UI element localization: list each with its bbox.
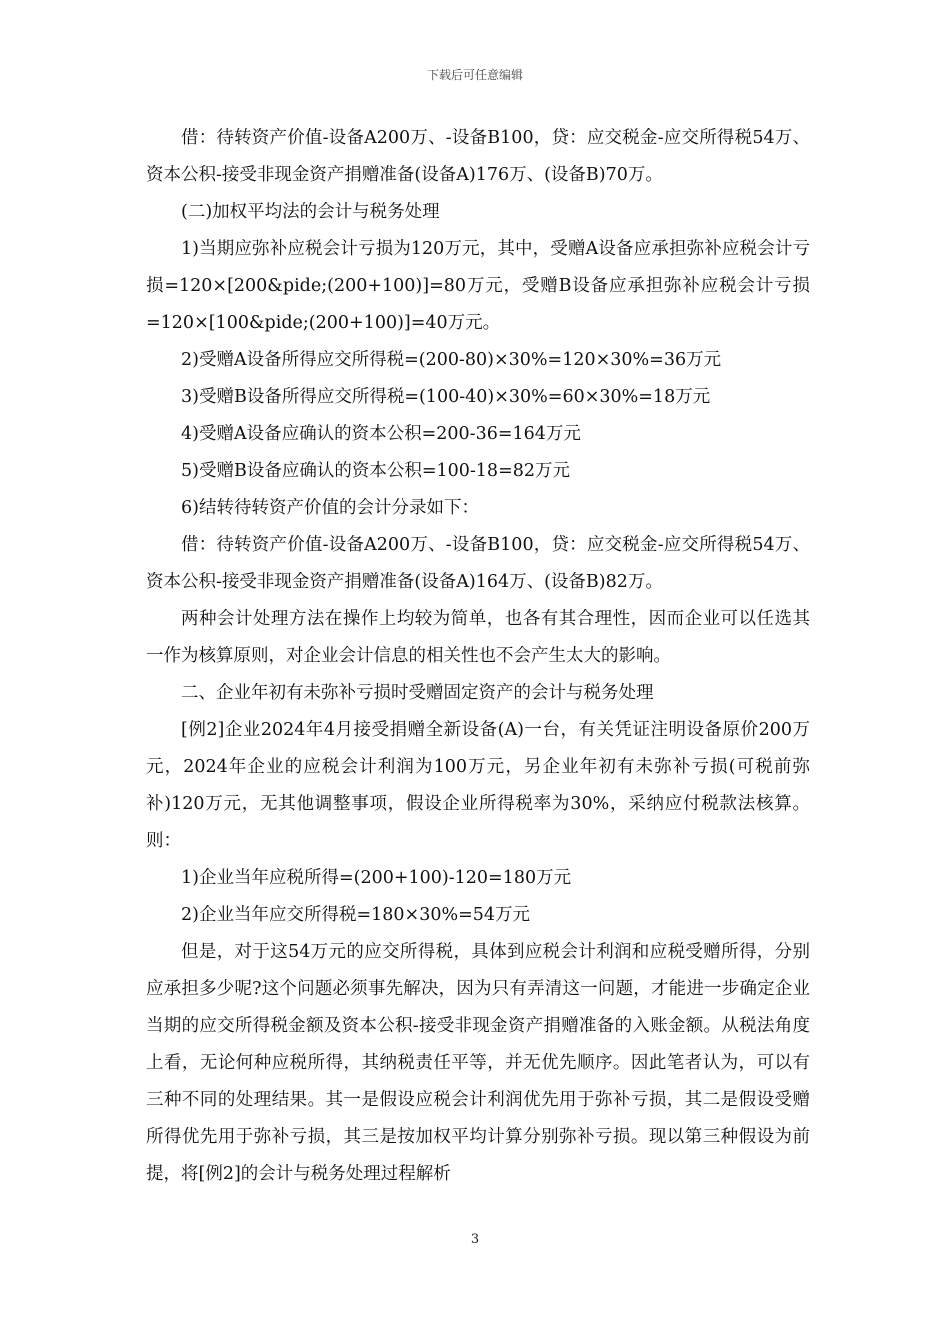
page-number: 3 (470, 1232, 480, 1247)
section-heading: 二、企业年初有未弥补亏损时受赠固定资产的会计与税务处理 (181, 683, 654, 703)
paragraph: 1)企业当年应税所得=(200+100)-120=180万元 (181, 868, 572, 888)
paragraph: 1)当期应弥补应税会计亏损为120万元，其中，受赠A设备应承担弥补应税会计亏损=120×[200&pide;(200+100)]=80万元，受赠B设备应承担弥补应税会计亏损=120×[100&pide;(200+100)]=40万元。 (146, 239, 810, 333)
document-body (146, 120, 810, 1193)
paragraph: 4)受赠A设备应确认的资本公积=200-36=164万元 (181, 424, 581, 444)
paragraph: 2)企业当年应交所得税=180×30%=54万元 (181, 905, 531, 925)
paragraph: [例2]企业2024年4月接受捐赠全新设备(A)一台，有关凭证注明设备原价200万元，2024年企业的应税会计利润为100万元，另企业年初有未弥补亏损(可税前弥补)120万元，无其他调整事项，假设企业所得税率为30%，采纳应付税款法核算。则： (146, 720, 810, 851)
paragraph: 6)结转待转资产价值的会计分录如下： (181, 498, 479, 518)
paragraph: 两种会计处理方法在操作上均较为简单，也各有其合理性，因而企业可以任选其一作为核算原则，对企业会计信息的相关性也不会产生太大的影响。 (146, 609, 810, 666)
paragraph: 借：待转资产价值-设备A200万、-设备B100，贷：应交税金-应交所得税54万、资本公积-接受非现金资产捐赠准备(设备A)176万、(设备B)70万。 (146, 128, 810, 185)
paragraph: 3)受赠B设备所得应交所得税=(100-40)×30%=60×30%=18万元 (181, 387, 711, 407)
paragraph: 借：待转资产价值-设备A200万、-设备B100，贷：应交税金-应交所得税54万、资本公积-接受非现金资产捐赠准备(设备A)164万、(设备B)82万。 (146, 535, 810, 592)
page-header: 下载后可任意编辑 (426, 68, 523, 82)
paragraph: 2)受赠A设备所得应交所得税=(200-80)×30%=120×30%=36万元 (181, 350, 722, 370)
paragraph: 但是，对于这54万元的应交所得税，具体到应税会计利润和应税受赠所得，分别应承担多少呢?这个问题必须事先解决，因为只有弄清这一问题，才能进一步确定企业当期的应交所得税金额及资本公积-接受非现金资产捐赠准备的入账金额。从税法角度上看，无论何种应税所得，其纳税责任平等，并无优先顺序。因此笔者认为，可以有三种不同的处理结果。其一是假设应税会计利润优先用于弥补亏损，其二是假设受赠所得优先用于弥补亏损，其三是按加权平均计算分别弥补亏损。现以第三种假设为前提，将[例2]的会计与税务处理过程解析 (146, 942, 810, 1184)
paragraph: 5)受赠B设备应确认的资本公积=100-18=82万元 (181, 461, 570, 481)
section-heading: (二)加权平均法的会计与税务处理 (181, 202, 440, 222)
